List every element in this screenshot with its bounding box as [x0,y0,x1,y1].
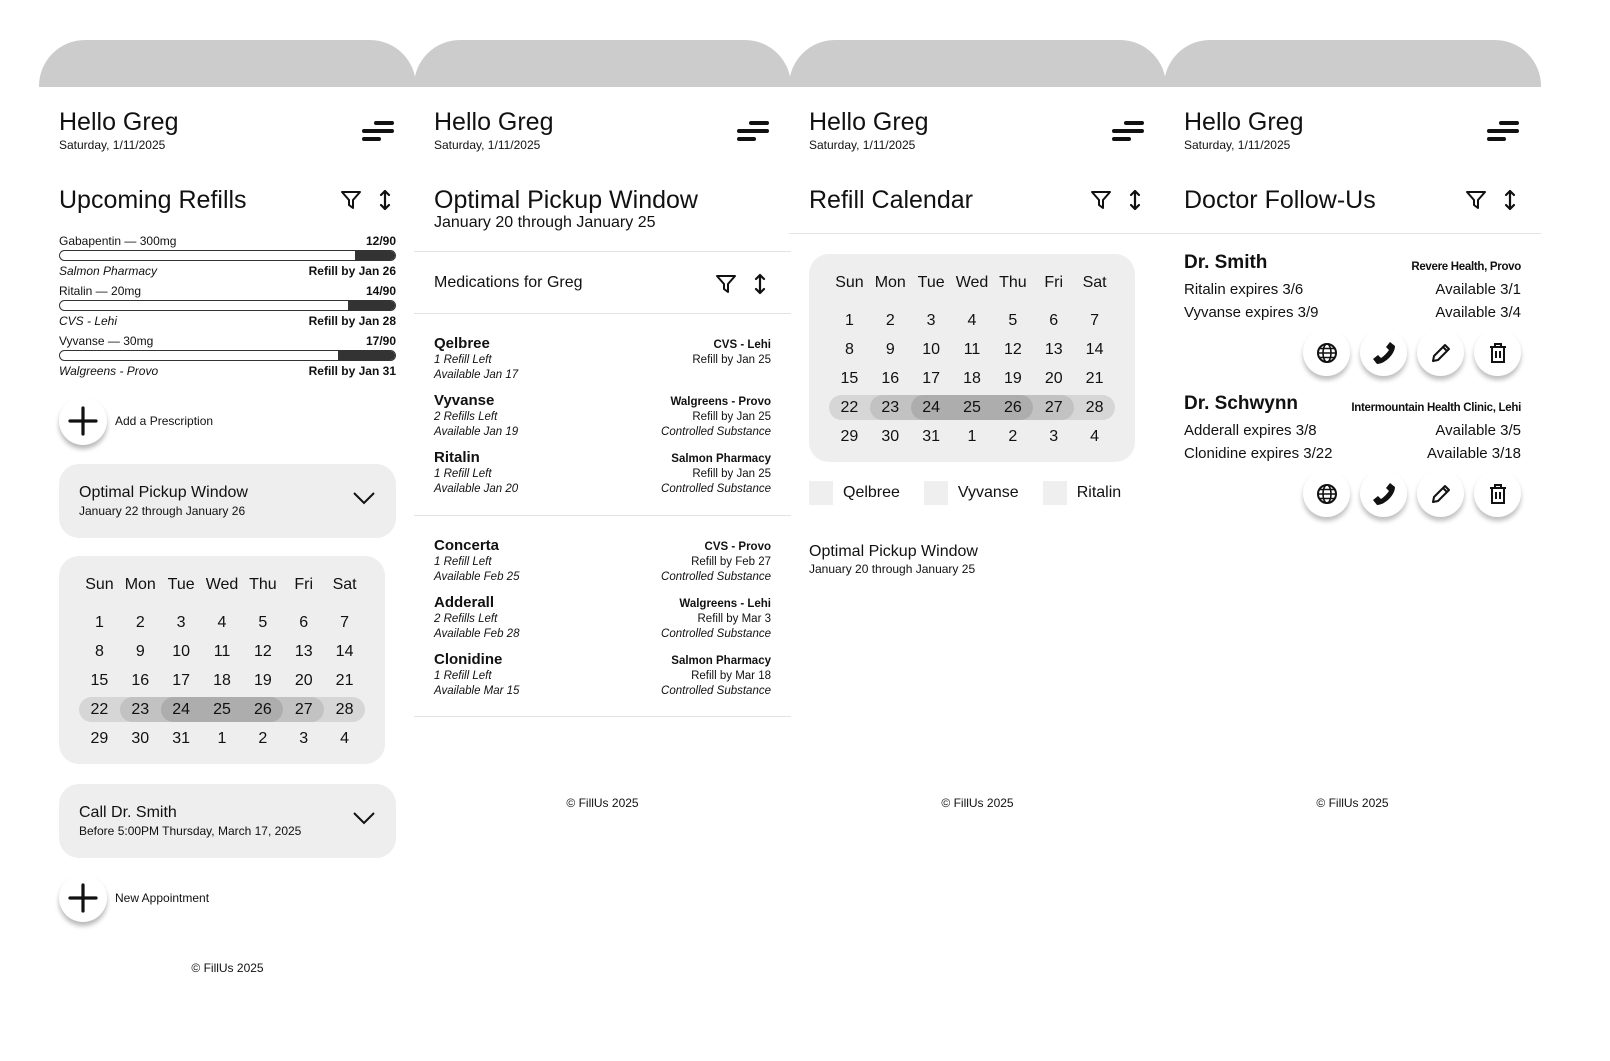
status-bar [789,40,1166,87]
highlighted-week [829,393,1115,422]
med-name: Adderall [434,594,495,611]
calendar-weekdays [829,268,1115,297]
edit-button[interactable] [1417,470,1464,517]
current-date: Saturday, 1/11/2025 [1184,138,1291,152]
available-date: Available Mar 15 [434,685,520,697]
expiry: Ritalin expires 3/6 [1184,281,1304,298]
phone-icon [1371,340,1397,366]
available-date: Available Feb 25 [434,571,520,583]
delete-button[interactable] [1474,470,1521,517]
divider [414,515,791,516]
calendar-day[interactable]: 6 [1049,311,1059,329]
calendar-day[interactable]: 18 [213,671,231,689]
pharmacy: CVS - Lehi [713,339,771,351]
calendar-day[interactable]: 25 [213,700,231,718]
chevron-down-icon[interactable] [352,810,376,826]
section-title: Doctor Follow-Us [1184,186,1376,214]
calendar-day[interactable]: 10 [922,340,941,358]
calendar-day[interactable]: 3 [176,613,186,631]
expiry: Clonidine expires 3/22 [1184,445,1333,462]
calendar-day[interactable]: 2 [885,311,895,329]
calendar-day[interactable]: 2 [1008,427,1018,445]
panel-upcoming-refills [39,40,416,1040]
section-title: Upcoming Refills [59,186,247,214]
calendar-day[interactable]: 16 [881,369,900,387]
medication-item[interactable] [434,449,771,505]
doctor-card [1184,393,1521,523]
toolbar [340,188,396,212]
accordion-subtitle: Before 5:00PM Thursday, March 17, 2025 [79,824,302,838]
calendar-day[interactable]: 19 [1003,369,1022,387]
calendar-day[interactable]: 31 [172,729,191,747]
calendar-grid [79,570,365,753]
calendar-day[interactable]: 2 [258,729,268,747]
med-name: Ritalin — 20mg [59,284,142,298]
prescription-line [1184,422,1521,439]
status-bar [414,40,791,87]
pharmacy: Salmon Pharmacy [59,264,158,278]
trash-icon [1488,483,1508,505]
toolbar [1465,188,1521,212]
med-name: Gabapentin — 300mg [59,234,177,248]
website-button[interactable] [1303,329,1350,376]
greeting: Hello Greg [434,108,554,136]
calendar-day[interactable]: 12 [1003,340,1022,358]
calendar-day[interactable]: 17 [922,369,941,387]
pharmacy: Walgreens - Provo [670,396,771,408]
calendar-day[interactable]: 24 [922,398,941,416]
refill-by: Refill by Jan 25 [692,468,771,480]
filter-icon[interactable] [1465,188,1487,212]
sort-icon[interactable] [1499,188,1521,212]
calendar-grid [829,268,1115,451]
greeting: Hello Greg [59,108,179,136]
sort-icon[interactable] [1124,188,1146,212]
calendar-day[interactable]: 20 [1044,369,1063,387]
section-title: Refill Calendar [809,186,973,214]
calendar-day[interactable]: 1 [217,729,227,747]
current-date: Saturday, 1/11/2025 [59,138,166,152]
calendar-day[interactable]: 22 [840,398,859,416]
call-button[interactable] [1360,329,1407,376]
prescription-line [1184,281,1521,298]
calendar-day[interactable]: 26 [1003,398,1022,416]
call-doctor-accordion[interactable] [59,784,396,858]
available: Available 3/5 [1435,422,1521,439]
pharmacy: CVS - Provo [704,541,771,553]
calendar-day[interactable]: 21 [1085,369,1104,387]
panel-pickup-window [414,40,791,1040]
calendar-day[interactable]: 18 [963,369,981,387]
controlled-note: Controlled Substance [661,426,771,438]
medication-item[interactable] [434,594,771,650]
medication-item[interactable] [434,335,771,391]
calendar-day[interactable]: 1 [844,311,854,329]
calendar-day[interactable]: 25 [963,398,981,416]
plus-icon [68,406,98,436]
weekday: Fri [1044,273,1064,291]
accordion-title: Call Dr. Smith [79,804,177,821]
menu-icon[interactable] [737,116,771,144]
pharmacy: Walgreens - Lehi [679,598,771,610]
calendar-day[interactable]: 4 [217,613,227,631]
supply-progress-bar [59,300,396,311]
calendar-day[interactable]: 24 [172,700,191,718]
refill-by: Refill by Jan 28 [308,314,396,328]
refills-left: 2 Refills Left [434,411,498,423]
pharmacy: CVS - Lehi [59,314,118,328]
available-date: Available Jan 17 [434,369,519,381]
trash-icon [1488,342,1508,364]
calendar-day[interactable]: 23 [881,398,900,416]
calendar-day[interactable]: 27 [294,700,313,718]
weekday: Tue [917,273,945,291]
refill-by: Refill by Jan 31 [308,364,396,378]
menu-icon[interactable] [362,116,396,144]
pill-count: 12/90 [365,234,396,248]
refill-by: Refill by Jan 26 [308,264,396,278]
pill-count: 17/90 [365,334,396,348]
calendar-day[interactable]: 14 [1085,340,1104,358]
calendar-day[interactable]: 3 [926,311,936,329]
globe-icon [1316,483,1338,505]
calendar-day[interactable]: 23 [131,700,150,718]
calendar-day[interactable]: 27 [1044,398,1063,416]
calendar-day[interactable]: 11 [963,340,981,358]
weekday: Thu [999,273,1027,291]
doctor-actions [1303,329,1521,376]
footer: © FillUs 2025 [566,796,639,810]
pill-count: 14/90 [365,284,396,298]
controlled-note: Controlled Substance [661,483,771,495]
med-name: Vyvanse — 30mg [59,334,154,348]
divider [414,716,791,717]
phone-icon [1371,481,1397,507]
accordion-title: Optimal Pickup Window [79,484,248,501]
calendar-day[interactable]: 15 [840,369,859,387]
refills-left: 2 Refills Left [434,613,498,625]
legend-label: Ritalin [1076,484,1122,501]
divider [414,313,791,314]
med-name: Vyvanse [434,392,495,409]
edit-icon [1430,483,1452,505]
toolbar [1090,188,1146,212]
calendar-day[interactable]: 12 [253,642,272,660]
calendar-day[interactable]: 8 [94,642,104,660]
refill-item[interactable] [59,234,396,284]
calendar-day[interactable]: 4 [340,729,350,747]
available-date: Available Jan 19 [434,426,519,438]
filter-icon[interactable] [715,272,737,296]
weekday: Wed [205,575,239,593]
weekday: Tue [167,575,195,593]
calendar-day[interactable]: 3 [299,729,309,747]
calendar-day[interactable]: 20 [294,671,313,689]
clinic-name: Intermountain Health Clinic, Lehi [1351,402,1521,414]
legend-swatch [1043,481,1067,505]
call-button[interactable] [1360,470,1407,517]
calendar-day[interactable]: 4 [967,311,977,329]
calendar-day[interactable]: 29 [840,427,859,445]
edit-icon [1430,342,1452,364]
medication-item[interactable] [434,537,771,593]
weekday: Sun [85,575,114,593]
expiry: Adderall expires 3/8 [1184,422,1317,439]
legend-label: Vyvanse [957,484,1019,501]
calendar [809,254,1135,462]
status-bar [1164,40,1541,87]
legend-label: Qelbree [843,484,900,501]
divider [789,233,1166,234]
divider [414,251,791,252]
pharmacy: Salmon Pharmacy [671,655,771,667]
weekday: Sat [1082,273,1107,291]
controlled-note: Controlled Substance [661,685,771,697]
pharmacy: Salmon Pharmacy [671,453,771,465]
refill-by: Refill by Jan 25 [692,411,771,423]
calendar-day[interactable]: 14 [335,642,354,660]
medication-item[interactable] [434,392,771,448]
calendar-day[interactable]: 10 [172,642,191,660]
delete-button[interactable] [1474,329,1521,376]
refills-left: 1 Refill Left [434,468,492,480]
calendar-day[interactable]: 15 [90,671,109,689]
med-name: Clonidine [434,651,503,668]
controlled-note: Controlled Substance [661,628,771,640]
current-date: Saturday, 1/11/2025 [809,138,916,152]
calendar-day[interactable]: 30 [881,427,900,445]
calendar-day[interactable]: 6 [299,613,309,631]
available: Available 3/4 [1435,304,1521,321]
weekday: Wed [955,273,989,291]
greeting: Hello Greg [809,108,929,136]
doctor-name: Dr. Schwynn [1184,393,1299,414]
calendar-day[interactable]: 28 [1085,398,1104,416]
calendar-day[interactable]: 1 [967,427,977,445]
calendar [59,556,385,764]
calendar-day[interactable]: 29 [90,729,109,747]
menu-icon[interactable] [1487,116,1521,144]
calendar-legend [809,481,1145,505]
sort-icon[interactable] [749,272,771,296]
expiry: Vyvanse expires 3/9 [1184,304,1319,321]
refill-by: Refill by Feb 27 [691,556,771,568]
website-button[interactable] [1303,470,1350,517]
weekday: Sat [332,575,357,593]
current-date: Saturday, 1/11/2025 [434,138,541,152]
pharmacy: Walgreens - Provo [59,364,159,378]
prescription-line [1184,304,1521,321]
new-appointment-label[interactable]: New Appointment [115,891,210,905]
medication-item[interactable] [434,651,771,707]
calendar-day[interactable]: 3 [1049,427,1059,445]
calendar-day[interactable]: 26 [253,700,272,718]
add-prescription-button[interactable] [59,397,107,445]
panel-doctor-follow-ups [1164,40,1541,1040]
weekday: Sun [835,273,864,291]
footer: © FillUs 2025 [191,961,264,975]
refills-left: 1 Refill Left [434,670,492,682]
calendar-day[interactable]: 2 [135,613,145,631]
globe-icon [1316,342,1338,364]
edit-button[interactable] [1417,329,1464,376]
plus-icon [68,883,98,913]
footer: © FillUs 2025 [941,796,1014,810]
prescription-line [1184,445,1521,462]
available-date: Available Feb 28 [434,628,520,640]
refill-item[interactable] [59,334,396,384]
doctor-name: Dr. Smith [1184,252,1268,273]
calendar-day[interactable]: 22 [90,700,109,718]
refills-left: 1 Refill Left [434,354,492,366]
calendar-day[interactable]: 7 [1090,311,1100,329]
available: Available 3/18 [1427,445,1521,462]
calendar-day[interactable]: 5 [1008,311,1018,329]
panel-refill-calendar [789,40,1166,1040]
calendar-day[interactable]: 17 [172,671,191,689]
weekday: Fri [294,575,314,593]
status-bar [39,40,416,87]
divider [1164,233,1541,234]
med-name: Ritalin [434,449,480,466]
sort-icon[interactable] [374,188,396,212]
greeting: Hello Greg [1184,108,1304,136]
calendar-day[interactable]: 30 [131,729,150,747]
calendar-day[interactable]: 13 [294,642,313,660]
footer: © FillUs 2025 [1316,796,1389,810]
controlled-note: Controlled Substance [661,571,771,583]
add-prescription-label[interactable]: Add a Prescription [115,414,214,428]
pickup-window-title: Optimal Pickup Window [809,543,978,560]
weekday: Thu [249,575,277,593]
weekday: Mon [874,273,906,291]
calendar-day[interactable]: 28 [335,700,354,718]
menu-icon[interactable] [1112,116,1146,144]
list-title: Medications for Greg [434,274,583,291]
calendar-day[interactable]: 8 [844,340,854,358]
filter-icon[interactable] [1090,188,1112,212]
pickup-window-subtitle: January 20 through January 25 [809,562,976,576]
calendar-day[interactable]: 21 [335,671,354,689]
calendar-day[interactable]: 4 [1090,427,1100,445]
legend-swatch [809,481,833,505]
calendar-day[interactable]: 9 [885,340,895,358]
weekday: Mon [124,575,156,593]
calendar-weekdays [79,570,365,599]
supply-progress-bar [59,350,396,361]
section-title: Optimal Pickup Window [434,186,698,214]
calendar-day[interactable]: 19 [253,671,272,689]
filter-icon[interactable] [340,188,362,212]
available-date: Available Jan 20 [434,483,519,495]
refill-by: Refill by Mar 3 [697,613,771,625]
refills-left: 1 Refill Left [434,556,492,568]
calendar-day[interactable]: 31 [922,427,941,445]
chevron-down-icon[interactable] [352,490,376,506]
section-subtitle: January 20 through January 25 [434,214,656,231]
highlighted-week [79,695,365,724]
refill-by: Refill by Mar 18 [691,670,771,682]
clinic-name: Revere Health, Provo [1411,261,1521,273]
accordion-subtitle: January 22 through January 26 [79,504,246,518]
med-name: Qelbree [434,335,490,352]
calendar-day[interactable]: 16 [131,671,150,689]
med-name: Concerta [434,537,500,554]
calendar-day[interactable]: 7 [340,613,350,631]
pickup-window-accordion[interactable] [59,464,396,538]
calendar-day[interactable]: 1 [94,613,104,631]
doctor-card [1184,252,1521,382]
doctor-actions [1303,470,1521,517]
available: Available 3/1 [1435,281,1521,298]
new-appointment-button[interactable] [59,874,107,922]
legend-swatch [924,481,948,505]
toolbar [715,272,771,296]
refill-item[interactable] [59,284,396,334]
calendar-day[interactable]: 13 [1044,340,1063,358]
calendar-day[interactable]: 5 [258,613,268,631]
refill-by: Refill by Jan 25 [692,354,771,366]
calendar-day[interactable]: 9 [135,642,145,660]
supply-progress-bar [59,250,396,261]
calendar-day[interactable]: 11 [213,642,231,660]
